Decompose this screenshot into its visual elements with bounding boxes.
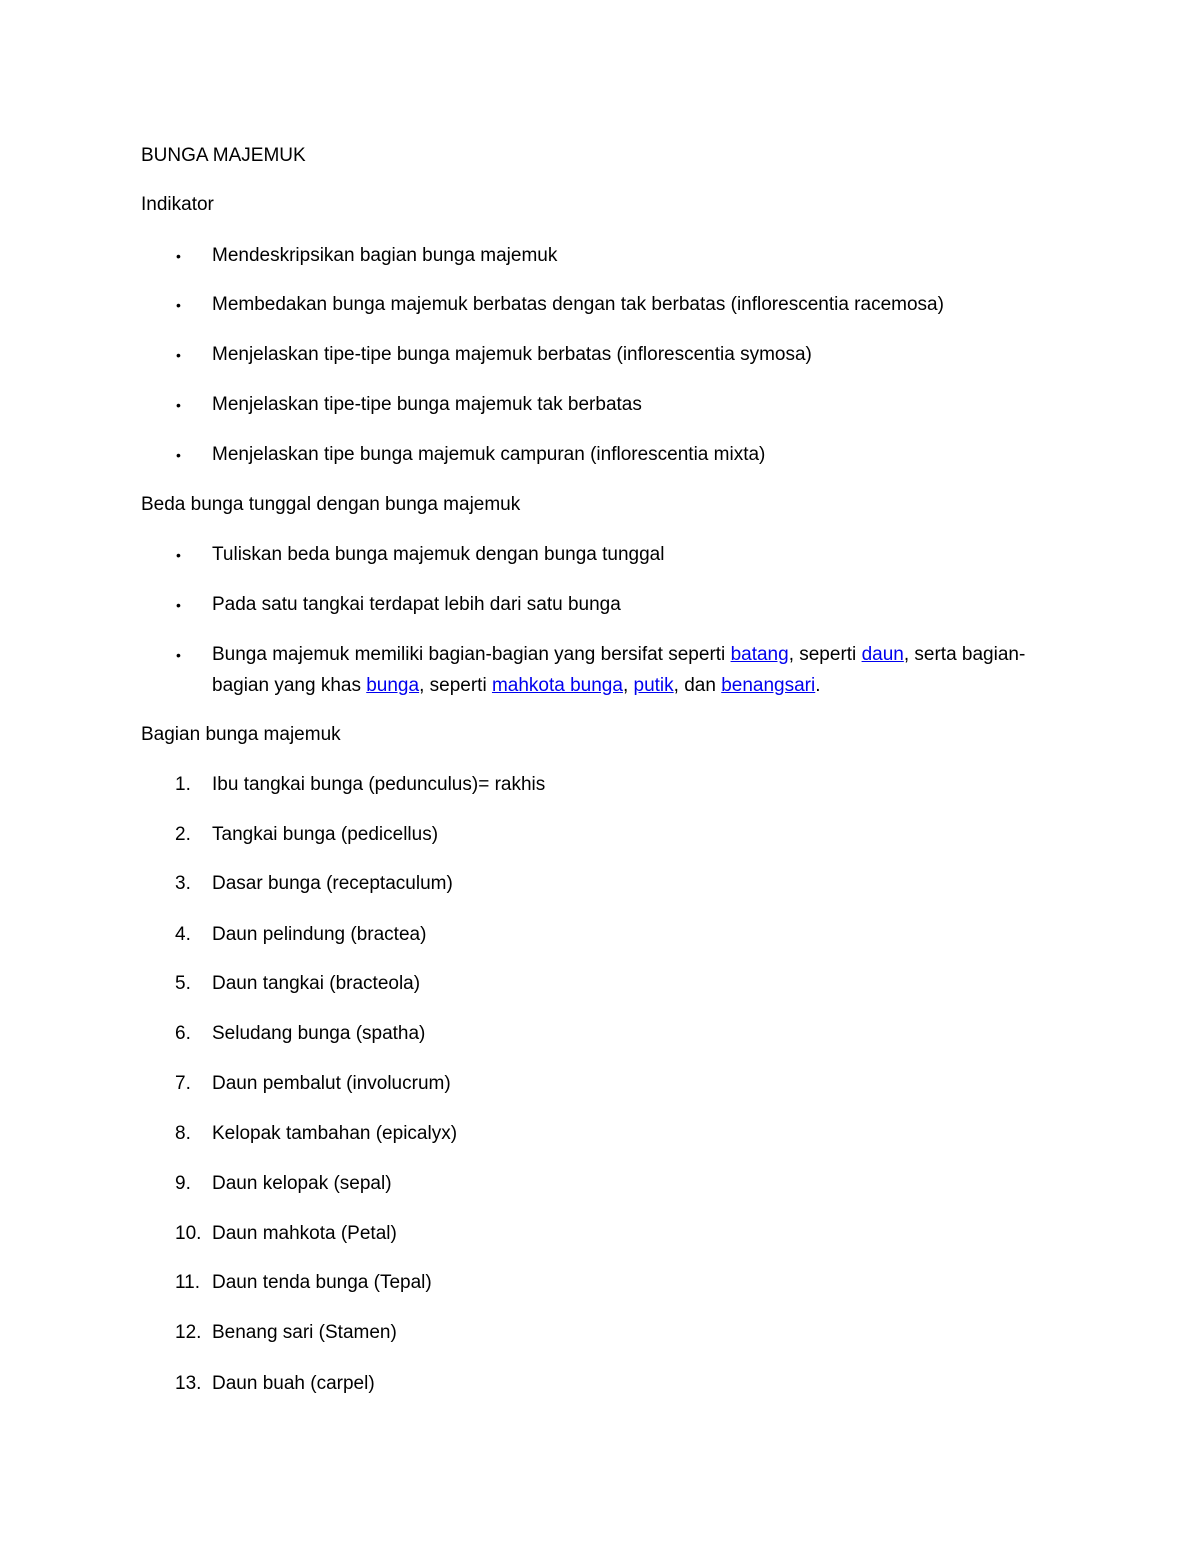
numbered-item xyxy=(0,969,1200,999)
list-item xyxy=(0,540,1200,570)
item-text: Ibu tangkai bunga (pedunculus)= rakhis xyxy=(212,774,546,795)
beda-heading-line xyxy=(0,490,1200,520)
link-putik[interactable]: putik xyxy=(633,675,674,696)
list-item-text: Menjelaskan tipe-tipe bunga majemuk berbatas (inflorescentia symosa) xyxy=(212,344,812,365)
item-text: Dasar bunga (receptaculum) xyxy=(212,873,453,894)
list-item-text xyxy=(212,640,1025,670)
bagian-heading: Bagian bunga majemuk xyxy=(141,724,341,745)
list-item xyxy=(0,290,1200,320)
bullet-icon: • xyxy=(176,297,181,313)
item-number: 2. xyxy=(175,824,191,845)
list-item xyxy=(0,640,1200,670)
item-text: Kelopak tambahan (epicalyx) xyxy=(212,1123,458,1144)
numbered-item xyxy=(0,1019,1200,1049)
item-text: Daun mahkota (Petal) xyxy=(212,1223,397,1244)
item-text: Daun pembalut (involucrum) xyxy=(212,1073,451,1094)
list-item-text: Pada satu tangkai terdapat lebih dari satu bunga xyxy=(212,594,621,615)
list-item-text: Tuliskan beda bunga majemuk dengan bunga tunggal xyxy=(212,544,665,565)
link-daun[interactable]: daun xyxy=(861,644,904,665)
item-number: 3. xyxy=(175,873,191,894)
bullet-icon: • xyxy=(176,597,181,613)
numbered-item xyxy=(0,869,1200,899)
bullet-icon: • xyxy=(176,447,181,463)
text-segment: , serta bagian- xyxy=(903,644,1026,665)
item-number: 12. xyxy=(175,1322,202,1343)
list-item xyxy=(0,440,1200,470)
indikator-heading-line xyxy=(0,190,1200,220)
bullet-icon: • xyxy=(176,397,181,413)
item-number: 4. xyxy=(175,924,191,945)
numbered-item xyxy=(0,1219,1200,1249)
item-number: 10. xyxy=(175,1223,202,1244)
item-text: Seludang bunga (spatha) xyxy=(212,1023,426,1044)
bullet-icon: • xyxy=(176,347,181,363)
numbered-item xyxy=(0,770,1200,800)
link-batang[interactable]: batang xyxy=(730,644,789,665)
item-number: 1. xyxy=(175,774,191,795)
numbered-item xyxy=(0,820,1200,850)
text-segment: Bunga majemuk memiliki bagian-bagian yang bersifat seperti xyxy=(212,644,731,665)
list-item-continuation xyxy=(0,671,1200,701)
numbered-item xyxy=(0,1318,1200,1348)
numbered-item xyxy=(0,1119,1200,1149)
text-segment: , seperti xyxy=(419,675,492,696)
numbered-item xyxy=(0,1169,1200,1199)
item-text: Daun tenda bunga (Tepal) xyxy=(212,1272,432,1293)
list-item xyxy=(0,590,1200,620)
list-item-text: Mendeskripsikan bagian bunga majemuk xyxy=(212,245,558,266)
link-bunga[interactable]: bunga xyxy=(366,675,420,696)
item-number: 11. xyxy=(175,1272,201,1293)
item-text: Daun pelindung (bractea) xyxy=(212,924,427,945)
item-text: Daun kelopak (sepal) xyxy=(212,1173,392,1194)
list-item-text: Menjelaskan tipe bunga majemuk campuran (inflorescentia mixta) xyxy=(212,444,766,465)
beda-heading: Beda bunga tunggal dengan bunga majemuk xyxy=(141,494,521,515)
document-title: BUNGA MAJEMUK xyxy=(141,145,306,166)
bagian-heading-line xyxy=(0,720,1200,750)
list-item xyxy=(0,241,1200,271)
numbered-item xyxy=(0,1268,1200,1298)
bullet-icon: • xyxy=(176,248,181,264)
numbered-item xyxy=(0,1069,1200,1099)
item-number: 8. xyxy=(175,1123,191,1144)
text-segment: , xyxy=(622,675,634,696)
text-segment: , dan xyxy=(673,675,722,696)
item-number: 13. xyxy=(175,1373,202,1394)
document-title-line xyxy=(0,141,1200,171)
item-number: 6. xyxy=(175,1023,191,1044)
list-item-text: Menjelaskan tipe-tipe bunga majemuk tak berbatas xyxy=(212,394,642,415)
list-item xyxy=(0,340,1200,370)
bullet-icon: • xyxy=(176,647,181,663)
list-item xyxy=(0,390,1200,420)
text-segment: bagian yang khas xyxy=(212,675,367,696)
text-segment: , seperti xyxy=(788,644,862,665)
item-text: Benang sari (Stamen) xyxy=(212,1322,397,1343)
link-benangsari[interactable]: benangsari xyxy=(721,675,816,696)
list-item-text xyxy=(212,671,821,701)
item-text: Daun buah (carpel) xyxy=(212,1373,375,1394)
item-text: Daun tangkai (bracteola) xyxy=(212,973,421,994)
list-item-text: Membedakan bunga majemuk berbatas dengan tak berbatas (inflorescentia racemosa) xyxy=(212,294,944,315)
numbered-item xyxy=(0,920,1200,950)
item-number: 7. xyxy=(175,1073,191,1094)
item-number: 9. xyxy=(175,1173,191,1194)
link-mahkota-bunga[interactable]: mahkota bunga xyxy=(491,675,623,696)
text-segment: . xyxy=(815,675,821,696)
indikator-heading: Indikator xyxy=(141,194,214,215)
item-text: Tangkai bunga (pedicellus) xyxy=(212,824,439,845)
numbered-item xyxy=(0,1369,1200,1399)
bullet-icon: • xyxy=(176,547,181,563)
item-number: 5. xyxy=(175,973,191,994)
